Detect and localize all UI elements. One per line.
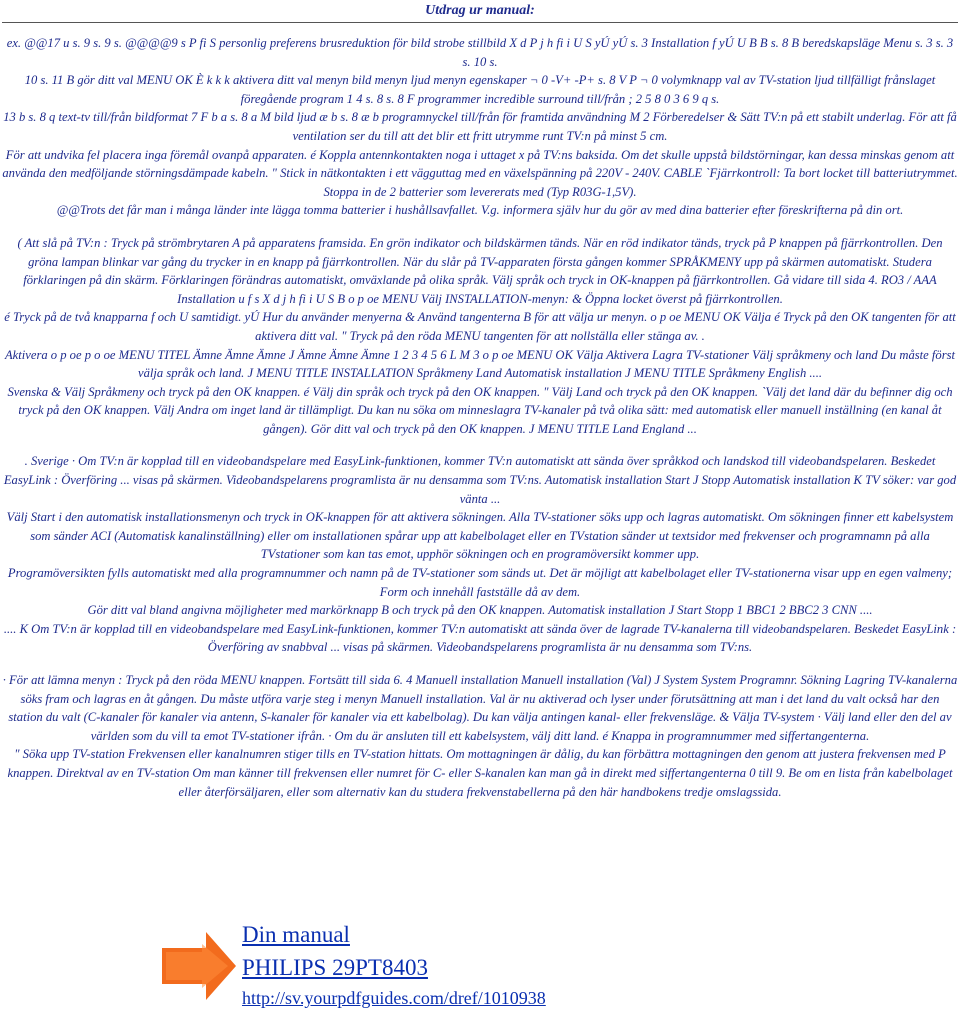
text-paragraph-2: 10 s. 11 B gör ditt val MENU OK È k k k aktivera ditt val menyn bild menyn ljud menyn egenskaper ¬ 0 -V+ -P+ s. 8 V P ¬ 0 volymknapp val av TV-station ljud tillfälligt frånslaget föregående program 1 4 s. 8 s. 8 F programmer incredible surround till/från ; 2 5 8 0 3 6 9 q s. — [24, 73, 936, 106]
din-manual-link[interactable]: Din manual — [242, 922, 350, 947]
text-paragraph-1: ex. @@17 u s. 9 s. 9 s. @@@@9 s P fi S personlig preferens brusreduktion för bild strobe stillbild X d P j h fi i U S yÚ yÚ s. 3 Installation f yÚ U B B s. 8 B beredskapsläge Menu s. 3 s. 3 s. 10 s. — [6, 36, 954, 69]
text-paragraph-13: Välj Start i den automatisk installationsmenyn och tryck in OK-knappen för att aktivera sökningen. Alla TV-stationer söks upp och lagras automatiskt. Om sökningen finner ett kabelsystem som sänder ACI (Automatisk kanalinställning) eller om installationen spårar upp att kabelbolaget eller en TVstation sänder ut textsidor med frekvenser och programnamn på alla TVstationer som kan tas emot, upphör sökningen och en programöversikt kommer upp. — [6, 510, 954, 562]
text-paragraph-18: · För att lämna menyn : Tryck på den röda MENU knappen. Fortsätt till sida 6. 4 Manuell installation Manuell installation (Val) J System System Programnr. Sökning Lagring TV-kanalerna söks fram och lagras en åt gången. Du måste utföra varje steg i menyn Manuell installation. Val är nu aktiverad och lyser under förutsättning att man i det land du valt också har den station du valt (C-kanaler för kanaler via antenn, S-kanaler för kanaler via ett kabelbolag). Du kan välja antingen kanal- eller frekvensläge. & Välja TV-system · Välj land eller den del av världen som du vill ta emot TV-stationer ifrån. · Om du är ansluten till ett kabelsystem, välj ditt land. é Knappa in programnummer med siffertangenterna. — [2, 673, 958, 743]
text-paragraph-7: ( Att slå på TV:n : Tryck på strömbrytaren A på apparatens framsida. En grön indikator och bildskärmen tänds. När en röd indikator tänds, tryck på P knappen på fjärrkontrollen. Den gröna lampan blinkar var gång du trycker in en knapp på fjärrkontrollen. När du slår på TV-apparaten första gången kommer SPRÅKMENY upp på skärmen automatiskt. Studera förklaringen på din skärm. Förklaringen förändras automatiskt, omväxlande på olika språk. Välj språk och tryck in OK-knappen på fjärrkontrollen. Gå vidare till sida 4. RO3 / AAA Installation u f s X d j h fi i U S B o p oe MENU Välj INSTALLATION-menyn: & Öppna locket överst på fjärrkontrollen. — [17, 235, 943, 306]
text-paragraph-5: @@Trots det får man i många länder inte lägga tomma batterier i hushållsavfallet. V.g. informera själv hur du gör av med dina batterier efter föreskrifterna på din ort. — [56, 203, 904, 218]
manual-url-link[interactable]: http://sv.yourpdfguides.com/dref/1010938 — [242, 988, 546, 1008]
text-paragraph-3: 13 b s. 8 q text-tv till/från bildformat 7 F b a s. 8 a M bild ljud æ b s. 8 æ b programnyckel till/från för framtida användning M 2 Förberedelser & Sätt TV:n på ett stabilt underlag. För att få ventilation ser du till att det blir ett fritt utrymme runt TV:n på minst 5 cm. — [3, 110, 957, 143]
text-paragraph-15: Gör ditt val bland angivna möjligheter med markörknapp B och tryck på den OK knappen. Automatisk installation J Start Stopp 1 BBC1 2 BBC2 3 CNN .... — [87, 603, 873, 618]
arrow-logo-icon — [158, 926, 240, 1008]
text-paragraph-14: Programöversikten fylls automatiskt med alla programnummer och namn på de TV-stationer som sänds ut. Det är möjligt att kabelbolaget eller TV-stationerna visar upp en egen valmeny; Form och innehåll fastställe då av dem. — [7, 566, 953, 599]
text-paragraph-16: .... K Om TV:n är kopplad till en videobandspelare med EasyLink-funktionen, kommer TV:n automatiskt att sända över de lagrade TV-kanalerna till videobandspelaren. Beskedet EasyLink : Överföring av snabbval ... visas på skärmen. Videobandspelarens programlista är nu densamma som TV:ns. — [3, 621, 957, 655]
text-paragraph-9: Aktivera o p oe p o oe MENU TITEL Ämne Ämne Ämne J Ämne Ämne Ämne 1 2 3 4 5 6 L M 3 o p oe MENU OK Välja Aktivera Lagra TV-stationer Välj språkmeny och land Du måste först välja språk och land. J MENU TITLE INSTALLATION Språkmeny Land Automatisk installation J MENU TITLE Språkmeny English .... — [4, 347, 955, 381]
text-paragraph-12: . Sverige · Om TV:n är kopplad till en videobandspelare med EasyLink-funktionen, kommer TV:n automatiskt att sända över språkkod och landskod till videobandspelaren. Beskedet EasyLink : Överföring ... visas på skärmen. Videobandspelarens programlista är nu densamma som TV:ns. Automatisk installation Start J Stopp Automatisk installation K TV söker: var god vänta ... — [3, 454, 957, 506]
paragraph-gap — [2, 220, 958, 234]
paragraph-gap — [2, 657, 958, 671]
text-paragraph-19: " Söka upp TV-station Frekvensen eller kanalnumren stiger tills en TV-station hittats. Om mottagningen är dålig, du kan förbättra mottagningen den genom att justera frekvensen med P knappen. Direktval av en TV-station Om man känner till frekvensen eller numret för C- eller S-kanalen kan man gå in direkt med siffertangenterna 0 till 9. Be om en lista från kabelbolaget eller återförsäljaren, eller som alternativ kan du studera frekvenstabellerna på den här handbokens tredje omslagssida. — [7, 747, 953, 799]
text-paragraph-10: Svenska & Välj Språkmeny och tryck på den OK knappen. é Välj din språk och tryck på den OK knappen. " Välj Land och tryck på den OK knappen. `Välj det land där du befinner dig och tryck på den OK knappen. Välj Andra om inget land är tillämpligt. Du kan nu söka om minneslagra TV-kanaler på två olika sätt: med automatisk eller manuell inställning (en kanal åt gången). Gör ditt val och tryck på den OK knappen. J MENU TITLE Land England ... — [7, 384, 953, 436]
page-header — [2, 0, 958, 23]
text-paragraph-4: För att undvika fel placera inga föremål ovanpå apparaten. é Koppla antennkontakten noga i uttaget x på TV:ns baksida. Om det skulle uppstå bildstörningar, kan dessa minskas genom att använda den medföljande störningsdämpade kabeln. " Stick in nätkontakten i ett vägguttag med en växelspänning på 220V - 240V. CABLE `Fjärrkontroll: Ta bort locket till batteriutrymmet. Stoppa in de 2 batterier som levererats med (Typ R03G-1,5V). — [2, 147, 958, 199]
footer-links — [150, 918, 850, 1010]
paragraph-gap — [2, 438, 958, 452]
header-title: Utdrag ur manual: — [425, 3, 535, 18]
product-model-link[interactable]: PHILIPS 29PT8403 — [242, 955, 428, 980]
manual-excerpt — [2, 34, 958, 801]
text-paragraph-8: é Tryck på de två knapparna f och U samtidigt. yÚ Hur du använder menyerna & Använd tangenterna B för att välja ur menyn. o p oe MENU OK Välja é Tryck på den OK tangenten för att aktivera ditt val. " Tryck på den röda MENU tangenten för att nollställa eller stänga av. . — [4, 310, 956, 343]
